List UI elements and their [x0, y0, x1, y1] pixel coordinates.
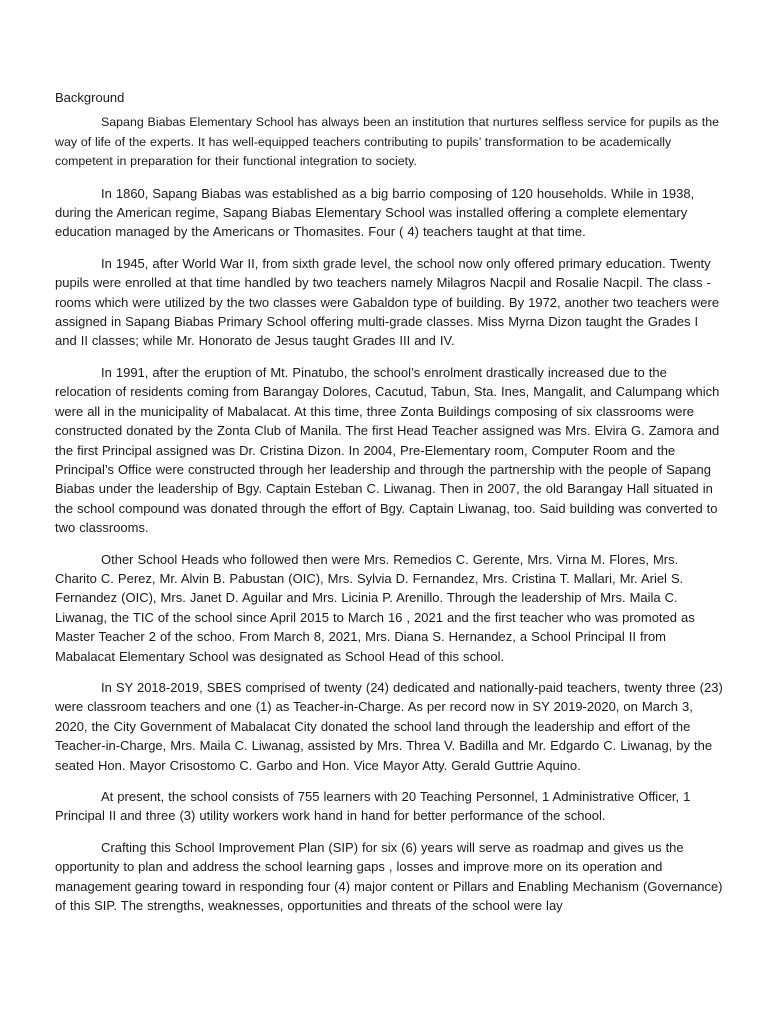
document-body	[55, 88, 723, 927]
paragraph-school-heads: Other School Heads who followed then were Mrs. Remedios C. Gerente, Mrs. Virna M. Flores, Mrs. Charito C. Perez, Mr. Alvin B. Pabustan (OIC), Mrs. Sylvia D. Fernandez, Mrs. Cristina T. Mallari, Mr. Ariel S. Fernandez (OIC), Mrs. Janet D. Aguilar and Mrs. Licinia P. Arenillo. Through the leadership of Mrs. Maila C. Liwanag, the TIC of the school since April 2015 to March 16 , 2021 and the first teacher who was promoted as Master Teacher 2 of the schoo. From March 8, 2021, Mrs. Diana S. Hernandez, a School Principal II from Mabalacat Elementary School was designated as School Head of this school.	[55, 551, 695, 664]
paragraph-sy-2018-2019: In SY 2018-2019, SBES comprised of twenty (24) dedicated and nationally-paid teachers, twenty three (23) were classroom teachers and one (1) as Teacher-in-Charge. As per record now in SY 2019-2020, on March 3, 2020, the City Government of Mabalacat City donated the school land through the leadership and effort of the Teacher-in-Charge, Mrs. Maila C. Liwanag, assisted by Mrs. Threa V. Badilla and Mr. Edgardo C. Liwanag, by the seated Hon. Mayor Crisostomo C. Garbo and Hon. Vice Mayor Atty. Gerald Guttrie Aquino.	[55, 679, 723, 773]
section-heading: Background	[55, 90, 125, 105]
paragraph-history-1860: In 1860, Sapang Biabas was established as a big barrio composing of 120 households. While in 1938, during the American regime, Sapang Biabas Elementary School was installed offering a complete elementary education managed by the Americans or Thomasites. Four ( 4) teachers taught at that time.	[55, 185, 695, 240]
paragraph-sip: Crafting this School Improvement Plan (SIP) for six (6) years will serve as roadmap and gives us the opportunity to plan and address the school learning gaps , losses and improve more on its operation and management gearing toward in responding four (4) major content or Pillars and Enabling Mechanism (Governance) of this SIP. The strengths, weaknesses, opportunities and threats of the school were lay	[55, 839, 723, 914]
paragraph-history-1991: In 1991, after the eruption of Mt. Pinatubo, the school’s enrolment drastically increased due to the relocation of residents coming from Barangay Dolores, Cacutud, Tabun, Sta. Ines, Mangalit, and Calumpang which were all in the municipality of Mabalacat. At this time, three Zonta Buildings composing of six classrooms were constructed donated by the Zonta Club of Manila. The first Head Teacher assigned was Mrs. Elvira G. Zamora and the first Principal assigned was Dr. Cristina Dizon. In 2004, Pre-Elementary room, Computer Room and the Principal’s Office were constructed through her leadership and through the partnership with the people of Sapang Biabas under the leadership of Bgy. Captain Esteban C. Liwanag. Then in 2007, the old Barangay Hall situated in the school compound was donated through the effort of Bgy. Captain Liwanag, too. Said building was converted to two classrooms.	[55, 364, 720, 536]
paragraph-history-1945: In 1945, after World War II, from sixth grade level, the school now only offered primary education. Twenty pupils were enrolled at that time handled by two teachers namely Milagros Nacpil and Rosalie Nacpil. The class -rooms which were utilized by the two classes were Gabaldon type of building. By 1972, another two teachers were assigned in Sapang Biabas Primary School offering multi-grade classes. Miss Myrna Dizon taught the Grades I and II classes; while Mr. Honorato de Jesus taught Grades III and IV.	[55, 255, 720, 349]
paragraph-school-mission: Sapang Biabas Elementary School has always been an institution that nurtures selfless service for pupils as the way of life of the experts. It has well-equipped teachers contributing to pupils’ transformation to be academically competent in preparation for their functional integration to society.	[55, 115, 720, 169]
paragraph-present: At present, the school consists of 755 learners with 20 Teaching Personnel, 1 Administrative Officer, 1 Principal II and three (3) utility workers work hand in hand for better performance of the school.	[55, 789, 691, 824]
